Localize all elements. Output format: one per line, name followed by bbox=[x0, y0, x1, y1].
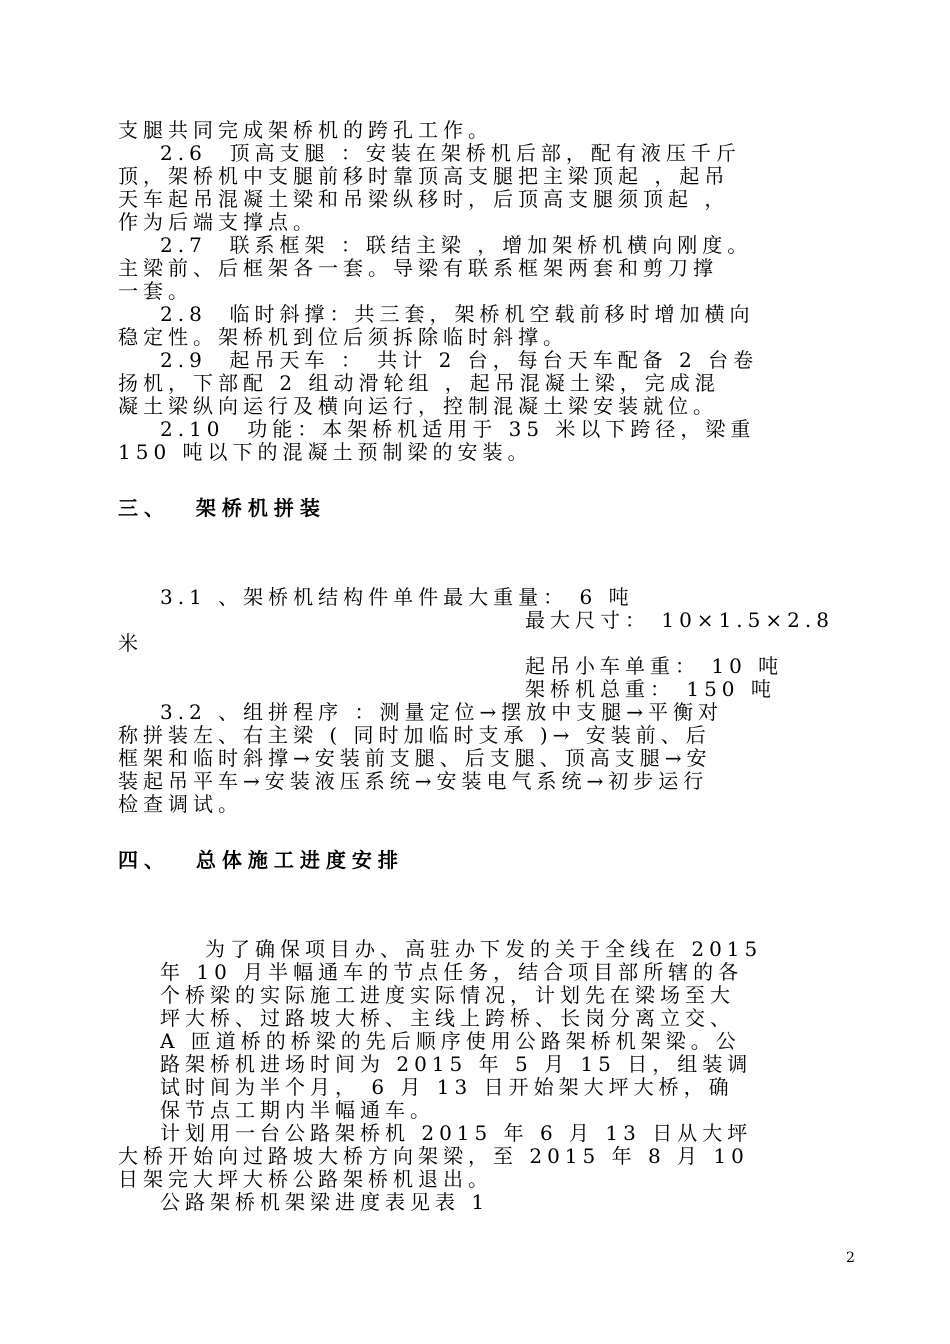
text-line: 扬机，下部配 2 组动滑轮组 ，起吊混凝土梁，完成混 bbox=[118, 371, 720, 395]
text-line: 150 吨以下的混凝土预制梁的安装。 bbox=[118, 440, 533, 464]
text-line: 框架和临时斜撑→安装前支腿、后支腿、顶高支腿→安 bbox=[118, 746, 712, 770]
text-line: 路架桥机进场时间为 2015 年 5 月 15 日，组装调 bbox=[160, 1052, 753, 1076]
text-line: 顶，架桥机中支腿前移时靠顶高支腿把主梁顶起 ，起吊 bbox=[118, 164, 730, 188]
text-line: 2.6 顶高支腿 ：安装在架桥机后部，配有液压千斤 bbox=[160, 141, 741, 165]
text-line: 计划用一台公路架桥机 2015 年 6 月 13 日从大坪 bbox=[160, 1121, 753, 1145]
text-line: 2.8 临时斜撑：共三套，架桥机空载前移时增加横向 bbox=[160, 302, 755, 326]
text-line: 2.9 起吊天车 ： 共计 2 台，每台天车配备 2 台卷 bbox=[160, 348, 759, 372]
text-line: 个桥梁的实际施工进度实际情况，计划先在梁场至大 bbox=[160, 983, 735, 1007]
text-line: 坪大桥、过路坡大桥、主线上跨桥、长岗分离立交、 bbox=[160, 1006, 735, 1030]
text-line: 装起吊平车→安装液压系统→安装电气系统→初步运行 bbox=[118, 769, 709, 793]
text-line: 天车起吊混凝土梁和吊梁纵移时，后顶高支腿须顶起 ， bbox=[118, 187, 730, 211]
text-line: 支腿共同完成架桥机的跨孔工作。 bbox=[118, 118, 493, 142]
text-line: 架桥机总重： 150 吨 bbox=[525, 677, 776, 701]
text-line: 3.2 、组拼程序 ：测量定位→摆放中支腿→平衡对 bbox=[160, 700, 724, 724]
text-line: 一套。 bbox=[118, 279, 193, 303]
page-number: 2 bbox=[846, 1250, 855, 1266]
section-heading-3: 三、 架桥机拼装 bbox=[118, 496, 326, 520]
text-line: 米 bbox=[118, 631, 143, 655]
text-line: 大桥开始向过路坡大桥方向架梁，至 2015 年 8 月 10 bbox=[118, 1144, 749, 1168]
text-line: 起吊小车单重： 10 吨 bbox=[525, 654, 784, 678]
text-line: 作为后端支撑点。 bbox=[118, 210, 318, 234]
text-line: 最大尺寸： 10×1.5×2.8 bbox=[525, 608, 834, 632]
section-heading-4: 四、 总体施工进度安排 bbox=[118, 848, 404, 872]
text-line: 主梁前、后框架各一套。导梁有联系框架两套和剪刀撑 bbox=[118, 256, 718, 280]
text-line: 试时间为半个月， 6 月 13 日开始架大坪大桥，确 bbox=[160, 1075, 734, 1099]
text-line: 公路架桥机架梁进度表见表 1 bbox=[160, 1190, 490, 1214]
text-line: 年 10 月半幅通车的节点任务，结合项目部所辖的各 bbox=[160, 960, 744, 984]
text-line: 日架完大坪大桥公路架桥机退出。 bbox=[118, 1167, 493, 1191]
text-line: 为了确保项目办、高驻办下发的关于全线在 2015 bbox=[205, 937, 763, 961]
text-line: 凝土梁纵向运行及横向运行，控制混凝土梁安装就位。 bbox=[118, 394, 718, 418]
text-line: 保节点工期内半幅通车。 bbox=[160, 1098, 435, 1122]
text-line: 3.1 、架桥机结构件单件最大重量： 6 吨 bbox=[160, 585, 634, 609]
text-line: A 匝道桥的桥梁的先后顺序使用公路架桥机架梁。公 bbox=[160, 1029, 741, 1053]
text-line: 称拼装左、右主梁 ( 同时加临时支承 )→ 安装前、后 bbox=[118, 723, 711, 747]
text-line: 稳定性。架桥机到位后须拆除临时斜撑。 bbox=[118, 325, 568, 349]
text-line: 2.7 联系框架 ：联结主梁 ，增加架桥机横向刚度。 bbox=[160, 233, 753, 257]
text-line: 检查调试。 bbox=[118, 792, 243, 816]
text-line: 2.10 功能：本架桥机适用于 35 米以下跨径，梁重 bbox=[160, 417, 756, 441]
